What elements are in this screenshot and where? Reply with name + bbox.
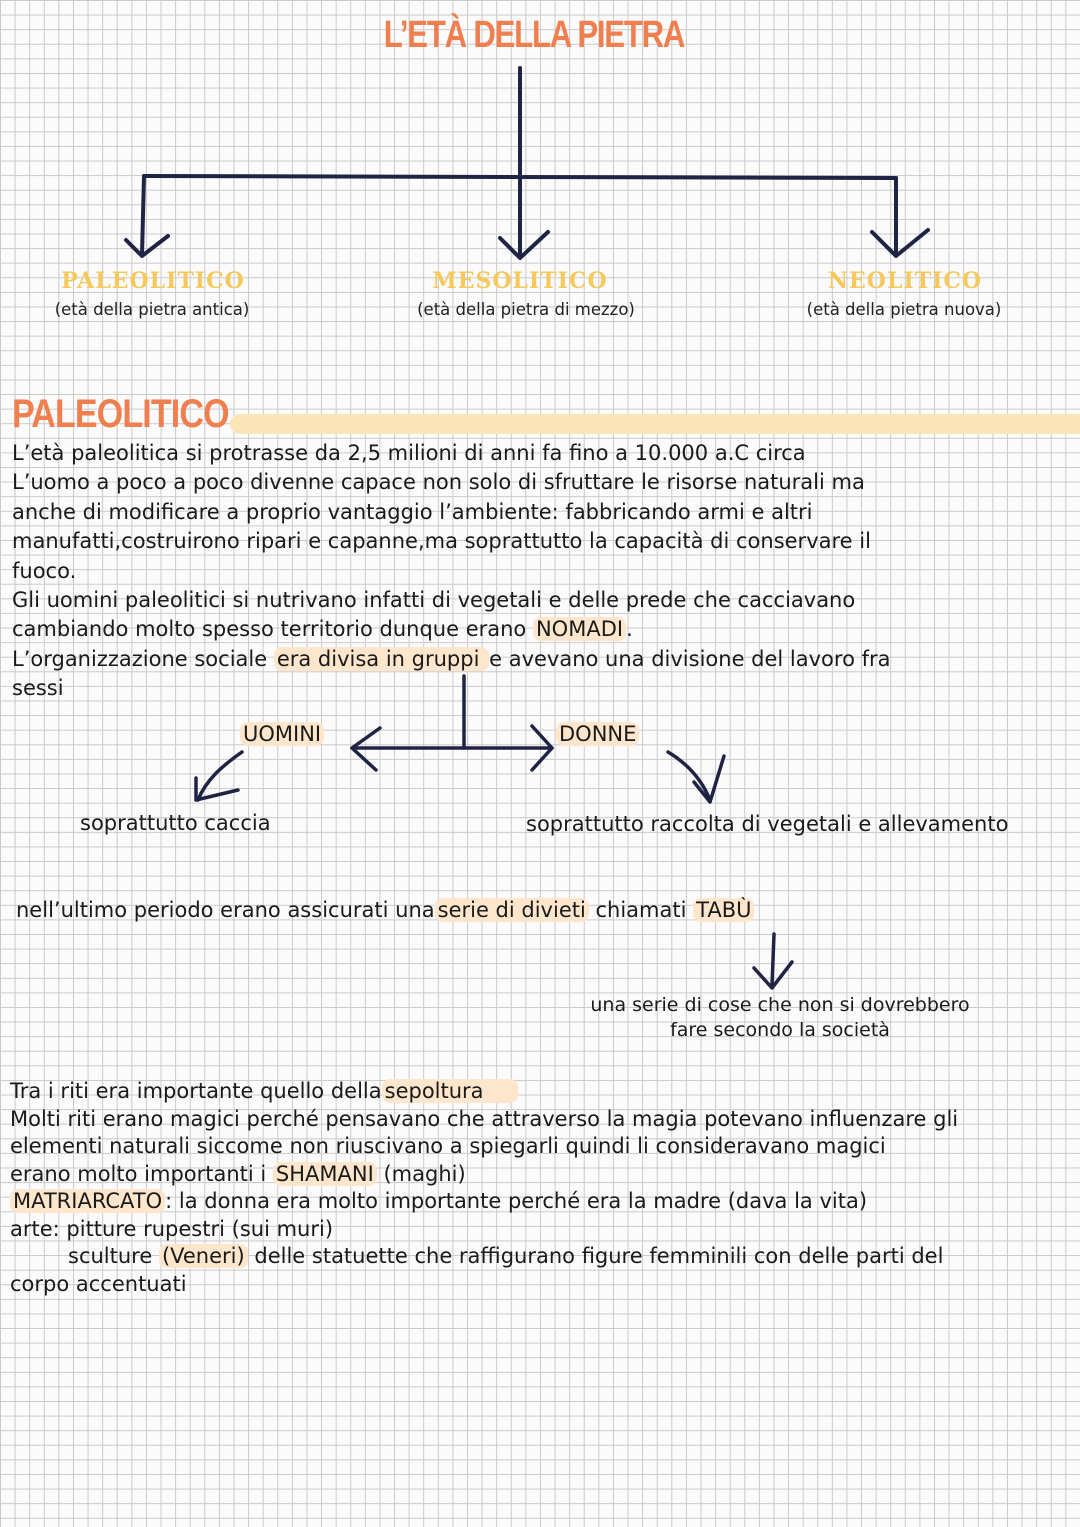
- text-line: L’organizzazione sociale era divisa in gruppi e avevano una divisione del lavoro fra: [12, 646, 891, 671]
- text-line: sculture (Veneri) delle statuette che raffigurano figure femminili con delle parti del: [68, 1244, 944, 1268]
- men-label: UOMINI: [240, 722, 324, 746]
- period-mesolitico: MESOLITICO: [432, 268, 608, 294]
- tabu-arrow: [740, 928, 810, 998]
- text-line: L’uomo a poco a poco divenne capace non solo di sfruttare le risorse naturali ma: [12, 470, 865, 495]
- tabu-line: nell’ultimo periodo erano assicurati una serie di divieti chiamati TABÙ: [16, 896, 1076, 925]
- heading-highlight-bar: [230, 414, 1080, 434]
- sepoltura-highlight: sepoltura: [382, 1079, 518, 1103]
- women-label: DONNE: [556, 722, 639, 746]
- right-arrowhead: [872, 230, 928, 256]
- text-line: L’età paleolitica si protrasse da 2,5 milioni di anni fa fino a 10.000 a.C circa: [12, 441, 806, 465]
- center-arrowhead: [500, 232, 548, 258]
- men-label-wrap: [240, 720, 324, 749]
- page-title: L’ETÀ DELLA PIETRA: [383, 14, 685, 56]
- nomadi-highlight: NOMADI: [533, 617, 626, 641]
- gender-division-diagram: [0, 660, 1080, 820]
- matriarcato-highlight: MATRIARCATO: [10, 1189, 165, 1213]
- left-branch: [142, 176, 144, 255]
- text-line: elementi naturali siccome non riuscivano a spiegarli quindi li consideravano magici: [10, 1134, 886, 1158]
- text-line: fare secondo la società: [670, 1019, 890, 1041]
- left-arrowhead: [126, 236, 168, 256]
- text-line: anche di modificare a proprio vantaggio l’ambiente: fabbricando armi e altri: [12, 499, 813, 524]
- rites-paragraph: [10, 1078, 1075, 1298]
- text-line: corpo accentuati: [10, 1271, 187, 1296]
- tabu-highlight: TABÙ: [693, 898, 754, 922]
- women-label-wrap: [556, 720, 639, 749]
- women-task: soprattutto raccolta di vegetali e allevamento: [526, 812, 1009, 836]
- gruppi-highlight: era divisa in gruppi: [274, 647, 489, 671]
- veneri-highlight: (Veneri): [159, 1244, 248, 1268]
- period-paleolitico-subtitle: (età della pietra antica): [54, 300, 250, 319]
- period-paleolitico: PALEOLITICO: [61, 268, 245, 294]
- period-mesolitico-subtitle: (età della pietra di mezzo): [417, 300, 635, 319]
- text-line: sessi: [12, 676, 64, 701]
- section-heading: PALEOLITICO: [12, 392, 229, 436]
- text-line: Gli uomini paleolitici si nutrivano infatti di vegetali e delle prede che cacciavano: [12, 588, 856, 613]
- text-line: manufatti,costruirono ripari e capanne,ma soprattutto la capacità di conservare il: [12, 529, 871, 554]
- text-line: arte: pitture rupestri (sui muri): [10, 1216, 334, 1241]
- period-neolitico-subtitle: (età della pietra nuova): [806, 300, 1002, 319]
- text-line: una serie di cose che non si dovrebbero: [590, 994, 970, 1016]
- period-neolitico: NEOLITICO: [827, 268, 983, 294]
- tabu-definition: [540, 993, 1020, 1043]
- shamani-highlight: SHAMANI: [273, 1162, 377, 1186]
- text-line: erano molto importanti i SHAMANI (maghi): [10, 1161, 466, 1186]
- men-task: soprattutto caccia: [80, 811, 271, 835]
- text-line: MATRIARCATO : la donna era molto importante perché era la madre (dava la vita): [10, 1188, 1075, 1216]
- text-line: fuoco.: [12, 558, 77, 583]
- text-line: Tra i riti era importante quello della sepoltura: [10, 1078, 1075, 1106]
- divieti-highlight: serie di divieti: [435, 898, 589, 922]
- text-line: cambiando molto spesso territorio dunque erano NOMADI .: [12, 617, 633, 642]
- text-line: Molti riti erano magici perché pensavano che attraverso la magia potevano influenzare gli: [10, 1106, 959, 1131]
